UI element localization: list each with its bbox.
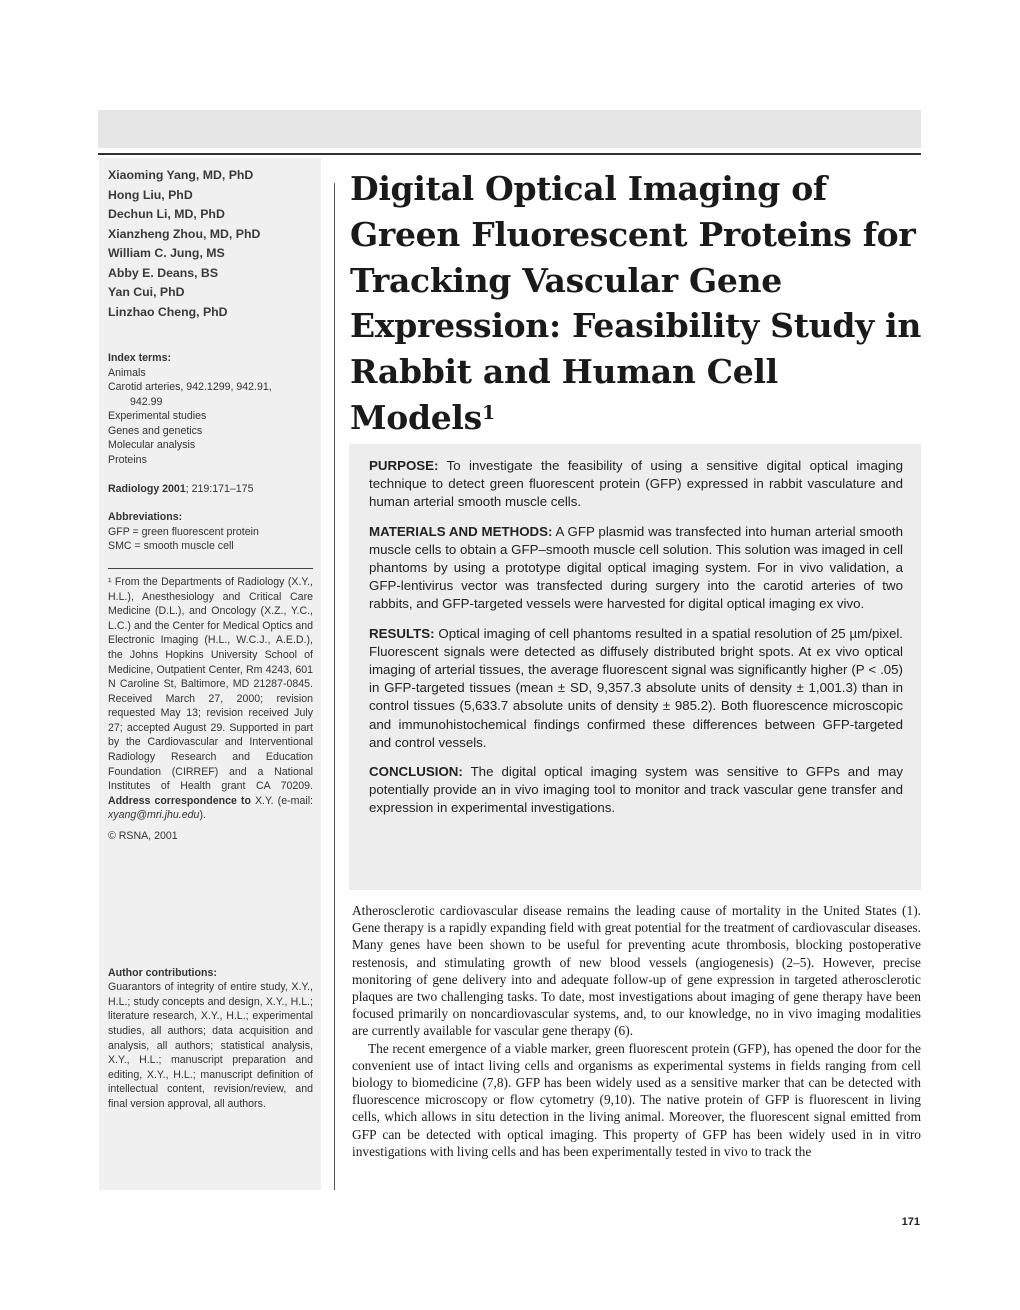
index-term: Proteins <box>108 454 147 467</box>
author-name: Xianzheng Zhou, MD, PhD <box>108 226 261 241</box>
index-term: Experimental studies <box>108 410 207 423</box>
author-name: Xiaoming Yang, MD, PhD <box>108 168 254 182</box>
running-header-bar <box>98 110 921 148</box>
article-body <box>352 902 921 1160</box>
results-heading: RESULTS: <box>369 625 435 641</box>
author-name: Dechun Li, MD, PhD <box>108 207 225 221</box>
methods-heading: MATERIALS AND METHODS: <box>369 523 553 539</box>
abstract-methods <box>369 523 903 614</box>
author-name: Yan Cui, PhD <box>108 285 185 299</box>
index-term: 942.99 <box>130 395 163 408</box>
conclusion-text: The digital optical imaging system was sensitive to GFPs and may potentially provide an in vivo imaging tool to monitor and track vascular gene transfer and expression in experimental investigations. <box>369 764 903 816</box>
author-name: William C. Jung, MS <box>108 246 225 260</box>
correspondence-label: Address correspondence to <box>108 794 251 807</box>
abstract-box <box>349 444 921 890</box>
footnote-divider <box>108 568 313 569</box>
citation-journal: Radiology 2001 <box>108 482 186 495</box>
abbreviations-heading: Abbreviations: <box>108 511 183 524</box>
purpose-heading: PURPOSE: <box>369 458 439 473</box>
author-contributions <box>108 966 313 1112</box>
abstract-conclusion <box>369 763 903 818</box>
author-name: Abby E. Deans, BS <box>108 265 219 280</box>
author-name: Hong Liu, PhD <box>108 187 193 202</box>
methods-text: A GFP plasmid was transfected into human arterial smooth muscle cells to obtain a GFP–smooth muscle cell solution. This solution was imaged in cell phantoms by using a prototype digital optical imaging system. For in vivo validation, a GFP-lentivirus vector was transfected during surgery into the carotid arteries of two rabbits, and GFP-targeted vessels were harvested for digital optical imaging ex vivo. <box>369 523 903 612</box>
citation-ref: ; 219:171–175 <box>185 482 254 495</box>
author-name: Linzhao Cheng, PhD <box>108 304 228 319</box>
body-paragraph: The recent emergence of a viable marker, green fluorescent protein (GFP), has opened the door for the convenient use of intact living cells and organisms as experimental systems in fields ranging from cell biology to biomedicine (7,8). GFP has been widely used as a sensitive marker that can be detected with fluorescence microscopy or flow cytometry (9,10). The native protein of GFP is fluorescent in living cells, which allows in situ detection in the living animal. Moreover, the fluorescent signal emitted from GFP can be detected with optical imaging. This property of GFP has been widely used in in vitro investigations with living cells and has been experimentally tested in vivo to track the <box>352 1040 921 1159</box>
conclusion-heading: CONCLUSION: <box>369 764 463 780</box>
body-paragraph: Atherosclerotic cardiovascular disease remains the leading cause of mortality in the United States (1). Gene therapy is a rapidly expanding field with great potential for the treatment of cardiovascular diseases. Many genes have been shown to be useful for preventing acute thrombosis, blocking postoperative restenosis, and stimulating growth of new blood vessels (angiogenesis) (2–5). However, precise monitoring of gene delivery into and adequate follow-up of gene expression in targeted atherosclerotic plaques are two challenging tasks. To date, most investigations about imaging of gene therapy have been focused primarily on noncardiovascular systems, and, to our knowledge, no in vivo imaging modalities are currently available for vascular gene therapy (6). <box>352 903 921 1039</box>
footnote-text: ¹ From the Departments of Radiology (X.Y., H.L.), Anesthesiology and Critical Care Medicine (D.L.), and Oncology (X.Z., Y.C., L.C.) and the Center for Medical Optics and Electronic Imaging (H.L., W.C.J., A.E.D.), the Johns Hopkins University School of Medicine, Outpatient Center, Rm 4243, 601 N Caroline St, Baltimore, MD 21287-0845. Received March 27, 2000; revision requested May 13; revision received July 27; accepted August 29. Supported in part by the Cardiovascular and Interventional Radiology Research and Education Foundation (CIRREF) and a National Institutes of Health grant CA 70209. <box>108 575 313 793</box>
abbreviations <box>108 510 313 554</box>
contributions-heading: Author contributions: <box>108 966 217 979</box>
author-list <box>108 166 313 322</box>
copyright: © RSNA, 2001 <box>108 830 178 843</box>
contributions-text: Guarantors of integrity of entire study, X.Y., H.L.; study concepts and design, X.Y., H.L.; literature research, X.Y., H.L.; experimental studies, all authors; data acquisition and analysis, all authors; statistical analysis, X.Y., H.L.; manuscript preparation and editing, X.Y., H.L.; manuscript definition of intellectual content, revision/review, and final version approval, all authors. <box>108 981 313 1110</box>
index-term: Molecular analysis <box>108 439 196 452</box>
header-divider <box>98 153 921 155</box>
column-divider <box>334 183 335 1190</box>
affiliation-footnote <box>108 575 313 823</box>
page-number: 171 <box>901 1216 920 1228</box>
index-term: Genes and genetics <box>108 424 203 437</box>
article-title <box>350 166 930 441</box>
correspondence-text: X.Y. (e-mail: <box>250 794 313 807</box>
title-footnote-mark: 1 <box>481 401 495 424</box>
title-text: Digital Optical Imaging of Green Fluorescent Proteins for Tracking Vascular Gene Expression: Feasibility Study in Rabbit and Human Cell Models <box>350 169 922 437</box>
abstract-results <box>369 625 903 752</box>
sidebar-column <box>99 158 321 1190</box>
correspondence-email: xyang@mri.jhu.edu <box>108 809 200 822</box>
abstract-purpose <box>369 457 903 512</box>
citation <box>108 482 313 497</box>
abbreviation: GFP = green fluorescent protein <box>108 525 259 538</box>
results-text: Optical imaging of cell phantoms resulted in a spatial resolution of 25 µm/pixel. Fluorescent signals were detected as diffusely distributed bright spots. At ex vivo optical imaging of arterial tissues, the average fluorescent signal was significantly higher (P < .05) in GFP-targeted tissues (mean ± SD, 9,357.3 absolute units of density ± 1,001.3) than in control tissues (5,633.7 absolute units of density ± 985.2). Both fluorescence microscopic and immunohistochemical findings confirmed these differences between GFP-targeted and control vessels. <box>369 625 903 750</box>
purpose-text: To investigate the feasibility of using a sensitive digital optical imaging technique to detect green fluorescent protein (GFP) expressed in rabbit vasculature and human arterial smooth muscle cells. <box>369 458 903 510</box>
index-terms-heading: Index terms: <box>108 352 171 364</box>
index-term: Carotid arteries, 942.1299, 942.91, <box>108 381 272 394</box>
index-term: Animals <box>108 366 146 379</box>
correspondence-end: ). <box>199 809 206 822</box>
abbreviation: SMC = smooth muscle cell <box>108 540 234 553</box>
index-terms <box>108 351 313 468</box>
